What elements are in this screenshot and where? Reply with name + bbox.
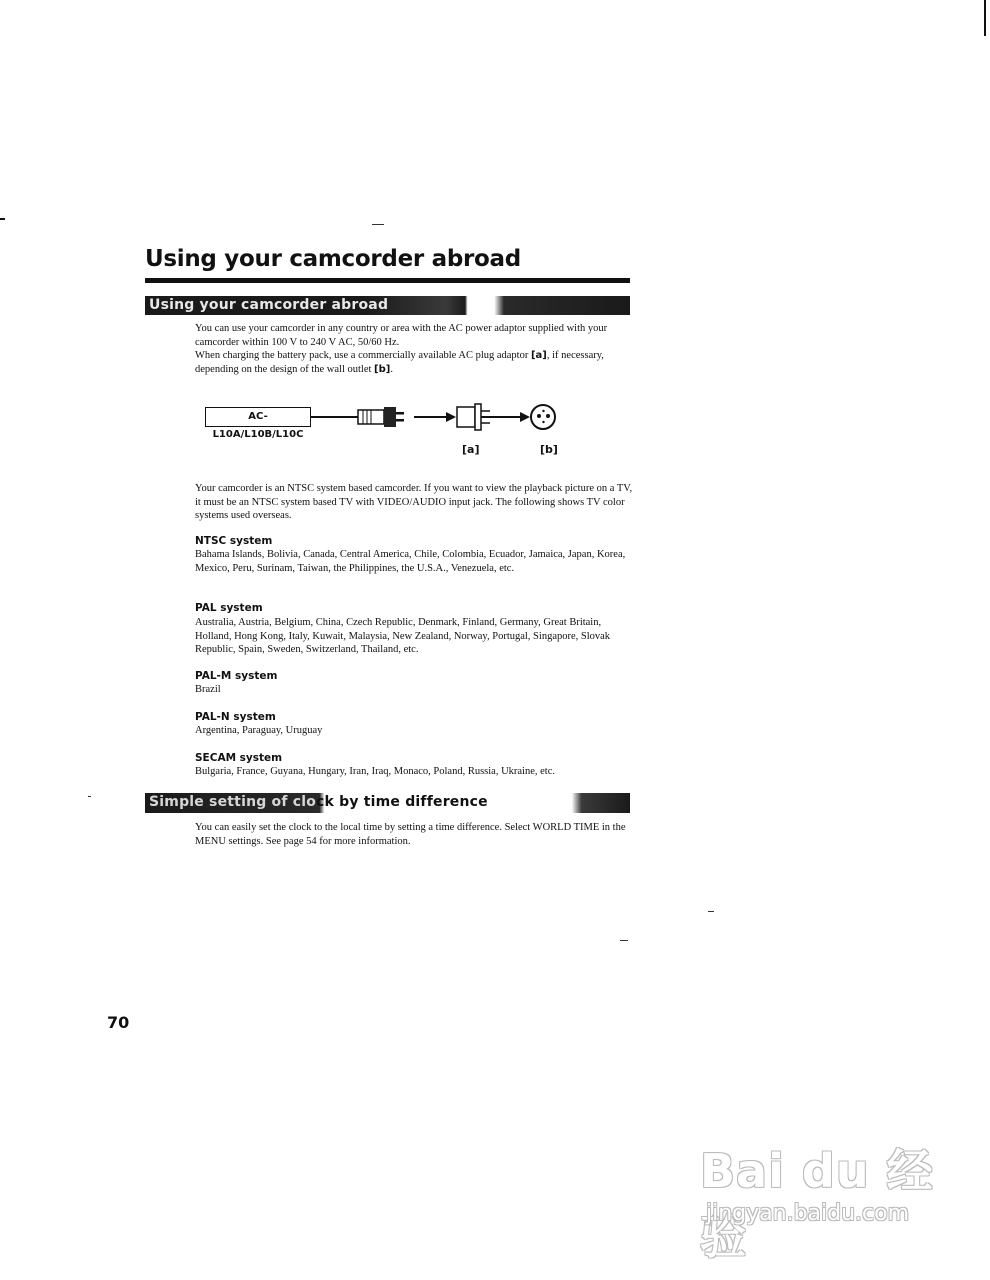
section-header-title-clock xyxy=(149,794,488,810)
ref-a: [a] xyxy=(530,350,547,362)
section-header-bar-clock xyxy=(145,793,630,813)
watermark-brand: Bai du 经验 xyxy=(700,1144,934,1264)
scan-speck xyxy=(708,911,714,912)
scan-speck xyxy=(88,796,91,797)
adaptor-diagram xyxy=(200,395,580,465)
caption-b: [b] xyxy=(540,443,558,456)
system-countries-pal: Australia, Austria, Belgium, China, Czech Republic, Denmark, Finland, Germany, Great Britain, Holland, Hong Kong, Italy, Kuwait, Malaysia, New Zealand, Norway, Portugal, Singapore, Slovak Republic, Spain, Sweden, Switzerland, Thailand, etc. xyxy=(195,617,611,656)
system-countries-pal-n: Argentina, Paraguay, Uruguay xyxy=(195,725,323,736)
system-countries-ntsc: Bahama Islands, Bolivia, Canada, Central America, Chile, Colombia, Ecuador, Jamaica, Japan, Korea, Mexico, Peru, Surinam, Taiwan, the Philippines, the U.S.A., Venezuela, etc. xyxy=(195,549,626,574)
clock-paragraph: You can easily set the clock to the local time by setting a time difference. Select WORLD TIME in the MENU settings. See page 54 for more information. xyxy=(195,822,626,847)
plug-chain-illustration xyxy=(200,395,580,443)
system-countries-pal-m: Brazil xyxy=(195,684,221,695)
system-countries-secam: Bulgaria, France, Guyana, Hungary, Iran, Iraq, Monaco, Poland, Russia, Ukraine, etc. xyxy=(195,766,555,777)
baidu-watermark xyxy=(700,1135,950,1264)
adaptor-text-start: When charging the battery pack, use a commercially available AC plug adaptor xyxy=(195,350,531,362)
clock-title-part1: Simple setting of clo xyxy=(149,794,317,810)
system-heading-pal-n: PAL-N system xyxy=(195,711,276,723)
adaptor-text-middle: , if necessary, depending on the design of the wall outlet xyxy=(195,350,604,375)
system-heading-secam: SECAM system xyxy=(195,752,283,764)
section-header-bar xyxy=(145,296,630,315)
caption-a: [a] xyxy=(462,443,480,456)
adaptor-model-box: AC-L10A/L10B/L10C xyxy=(205,407,311,427)
scan-speck xyxy=(372,224,384,225)
supplied-plug-icon xyxy=(358,407,404,427)
ref-b: [b] xyxy=(374,363,391,375)
adaptor-text-end: . xyxy=(390,363,393,375)
page-number: 70 xyxy=(107,1013,130,1032)
system-heading-ntsc: NTSC system xyxy=(195,535,273,547)
ntsc-paragraph: Your camcorder is an NTSC system based camcorder. If you want to view the playback picture on a TV, it must be an NTSC system based TV with VIDEO/AUDIO input jack. The following shows TV color systems used overseas. xyxy=(195,483,633,522)
wall-outlet-icon xyxy=(531,405,555,429)
clock-title-part2: ck by time difference xyxy=(316,794,488,810)
scan-speck xyxy=(620,940,628,941)
intro-paragraph xyxy=(195,322,635,376)
plug-adaptor-icon xyxy=(457,404,494,430)
scan-edge-mark xyxy=(984,0,986,36)
intro-text: You can use your camcorder in any country or area with the AC power adaptor supplied with your camcorder within 100 V to 240 V AC, 50/60 Hz. xyxy=(195,323,608,348)
title-rule xyxy=(145,278,630,283)
system-heading-pal: PAL system xyxy=(195,602,263,614)
section-header-title: Using your camcorder abroad xyxy=(149,297,389,313)
scan-edge-mark-left xyxy=(0,218,5,220)
page-title: Using your camcorder abroad xyxy=(145,246,521,272)
system-heading-pal-m: PAL-M system xyxy=(195,670,278,682)
watermark-url: jingyan.baidu.com xyxy=(706,1201,910,1226)
